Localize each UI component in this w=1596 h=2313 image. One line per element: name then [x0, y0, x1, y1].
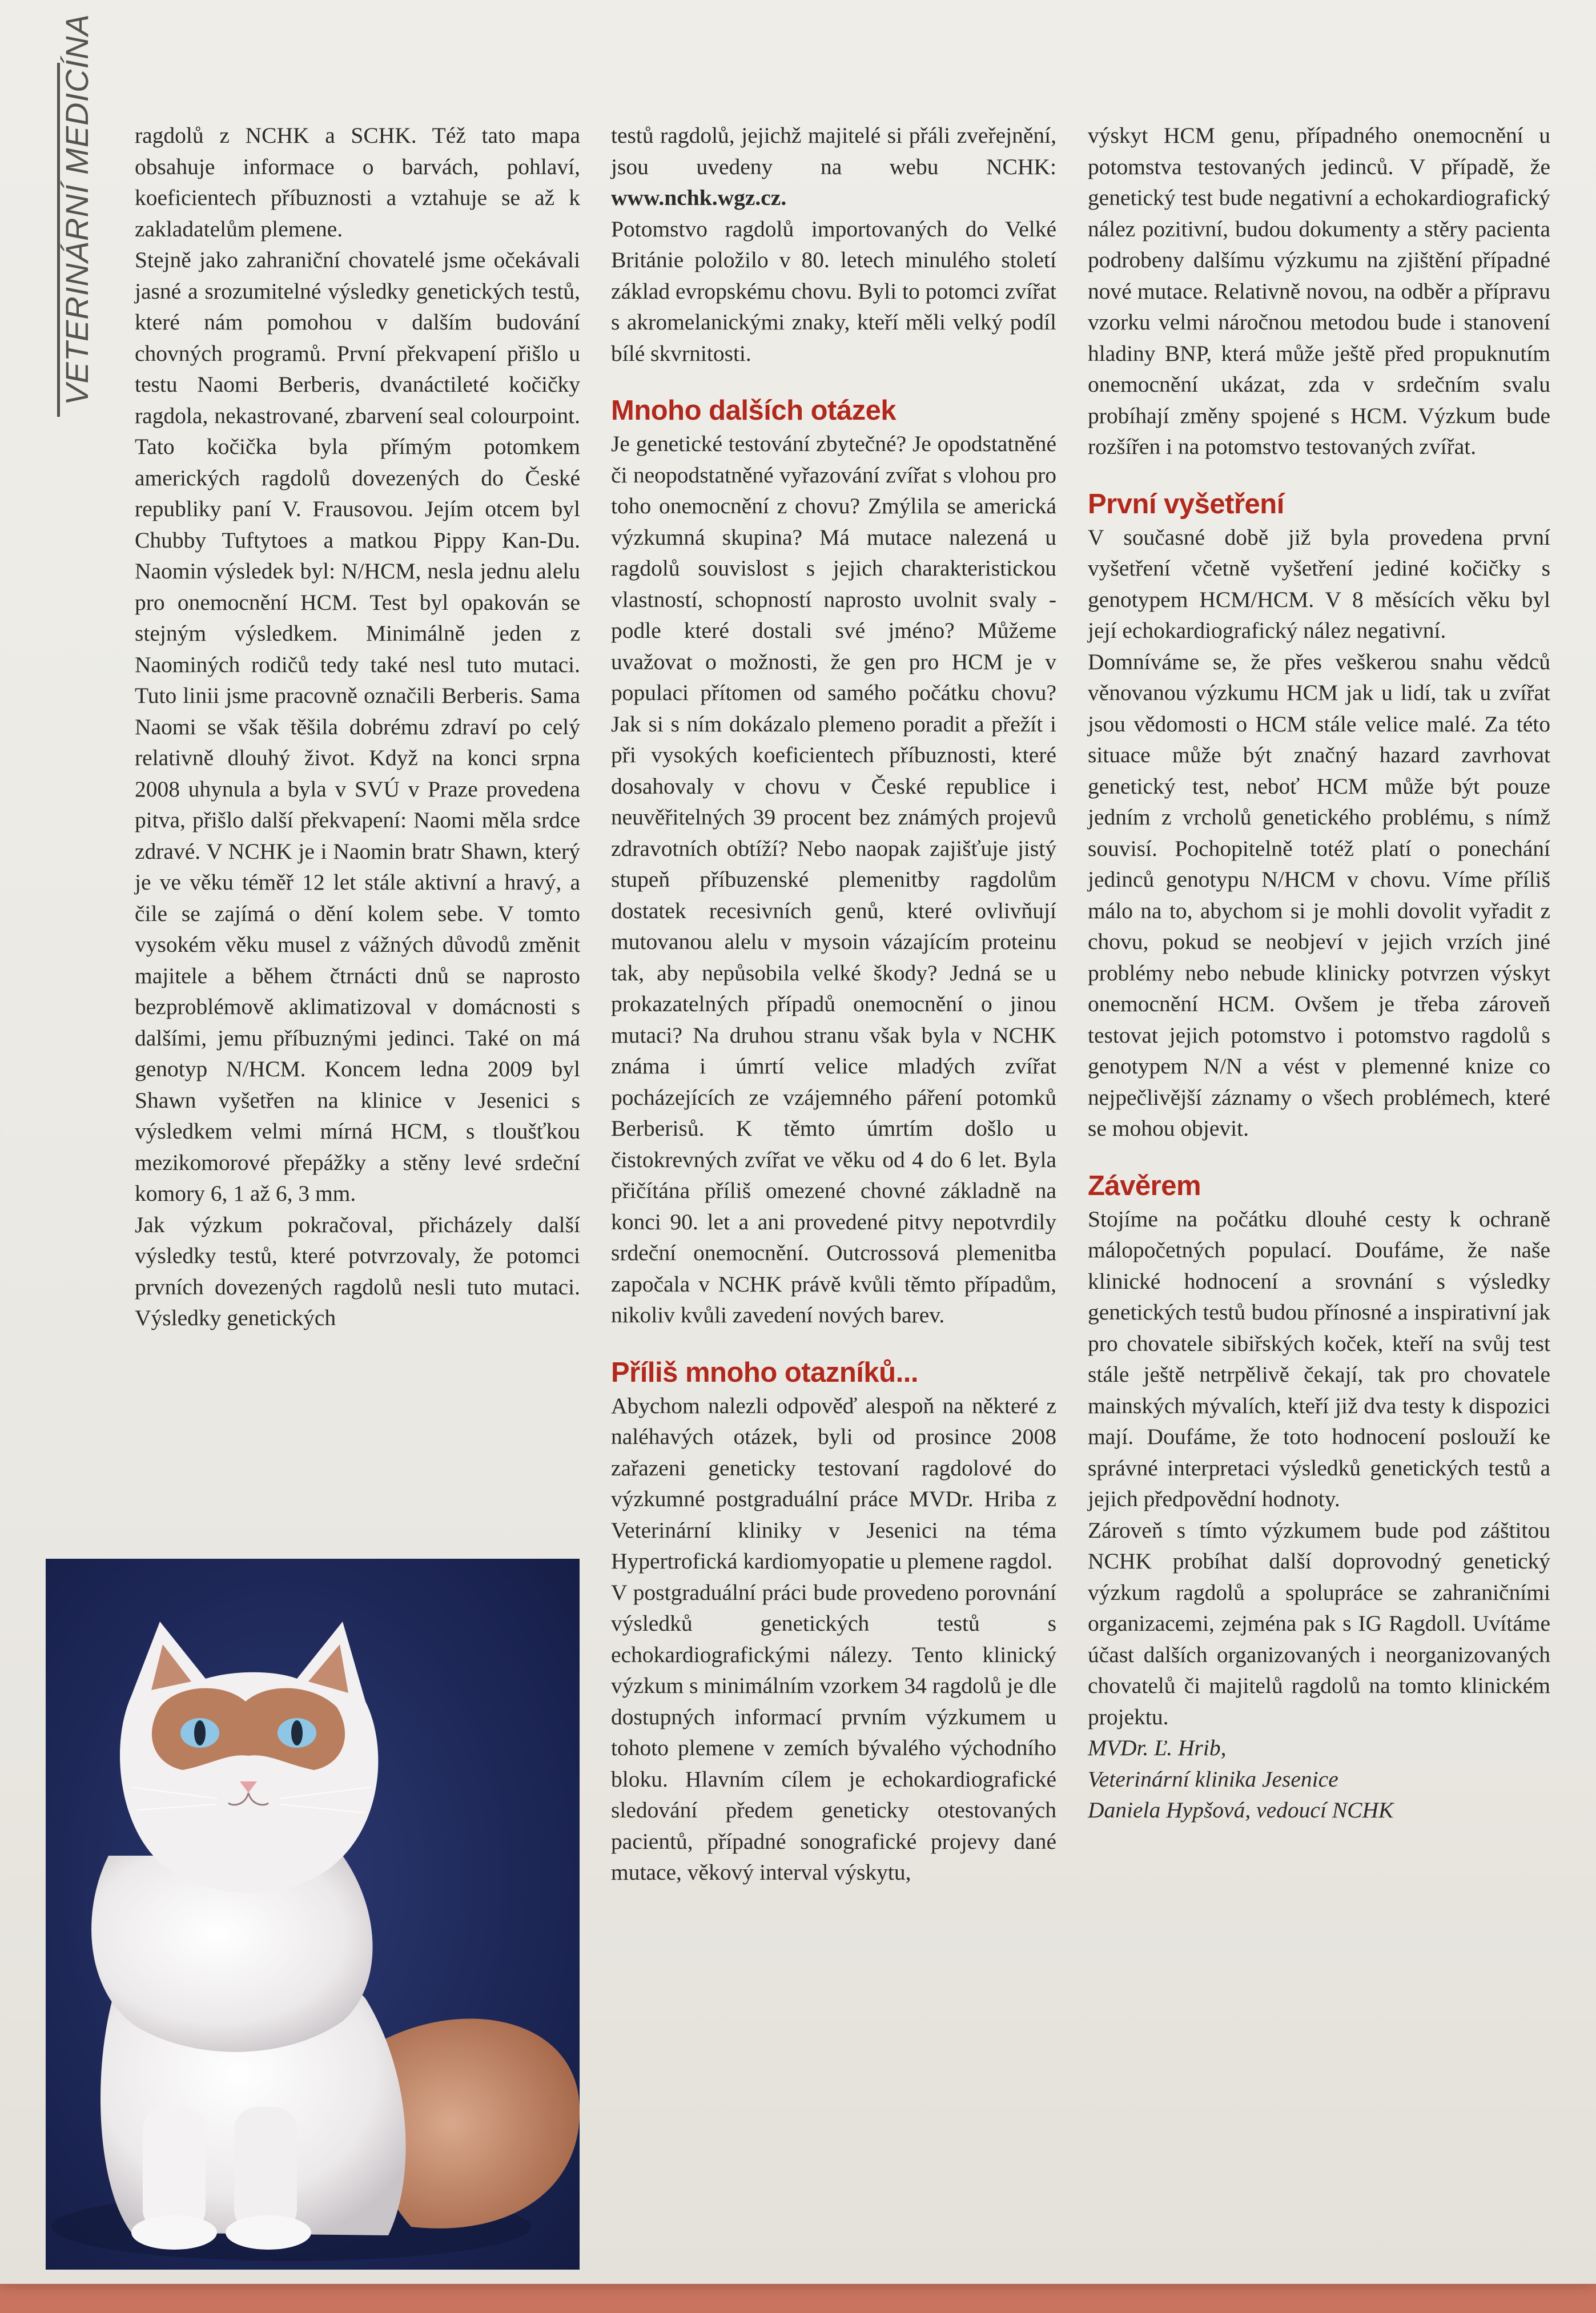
website-link[interactable]: www.nchk.wgz.cz.: [611, 185, 787, 210]
section-label-text: VETERINÁRNÍ MEDICÍNA: [59, 14, 95, 405]
section-heading: Závěrem: [1088, 1170, 1201, 1201]
paragraph: ragdolů z NCHK a SCHK. Též tato mapa obsahuje informace o barvách, pohlaví, koeficientech příbuznosti a vztahuje se až k zakladatelům plemene.: [135, 123, 580, 242]
ragdoll-cat-photo: [46, 1559, 580, 2270]
author-affiliation: Veterinární klinika Jesenice: [1088, 1766, 1338, 1792]
paragraph: V současné době již byla provedena první vyšetření včetně vyšetření jediné kočičky s genotypem HCM/HCM. V 8 měsících věku byl její echokardiografický nález negativní.: [1088, 524, 1550, 643]
cat-illustration: [46, 1559, 580, 2270]
paragraph: výskyt HCM genu, případného onemocnění u potomstva testovaných jedinců. V případě, že genetický test bude negativní a echokardiografický nález pozitivní, budou dokumenty a stěry pacienta podrobeny dalšímu výzkumu na zjištění případné nové mutace. Relativně novou, na odběr a přípravu vzorku velmi náročnou metodou bude i stanovení hladiny BNP, která může ještě před propuknutím onemocnění ukázat, zda v srdečním svalu probíhají změny spojené s HCM. Výzkum bude rozšířen i na potomstvo testovaných zvířat.: [1088, 123, 1550, 459]
paragraph: Stojíme na počátku dlouhé cesty k ochraně málopočetných populací. Doufáme, že naše klinické hodnocení a srovnání s výsledky genetických testů budou přínosné a inspirativní jak pro chovatele sibiřských koček, kteří na svůj test stále ještě netrpělivě čekají, tak pro chovatele mainských mývalích, kteří již dva testy k dispozici mají. Doufáme, že toto hodnocení poslouží ke správné interpretaci výsledků genetických testů a jejich předpovědní hodnoty.: [1088, 1206, 1550, 1511]
paragraph: Domníváme se, že přes veškerou snahu vědců věnovanou výzkumu HCM jak u lidí, tak u zvířat jsou vědomosti o HCM stále velice malé. Za této situace může být značný hazard zavrhovat genetický test, neboť HCM může být pouze jedním z vrcholů genetického problému, s nímž souvisí. Pochopitelně totéž platí o ponechání jedinců genotypu N/HCM v chovu. Víme příliš málo na to, abychom si je mohli dovolit vyřadit z chovu, pokud se neobjeví v jejich vrzích jiné problémy nebo nebude klinicky potvrzen výskyt onemocnění HCM. Ovšem je třeba zároveň testovat jejich potomstvo i potomstvo ragdolů s genotypem N/N a vést v plemenné knize co nejpečlivější záznamy o všech problémech, které se mohou objevit.: [1088, 649, 1550, 1141]
paragraph: Zároveň s tímto výzkumem bude pod záštitou NCHK probíhat další doprovodný genetický výzkum ragdolů a spolupráce se zahraničními organizacemi, zejména pak s IG Ragdoll. Uvítáme účast dalších organizovaných i neorganizovaných chovatelů či majitelů ragdolů na tomto klinickém projektu.: [1088, 1517, 1550, 1729]
section-label: [11, 14, 95, 417]
paragraph: [611, 120, 1056, 214]
paragraph: Stejně jako zahraniční chovatelé jsme očekávali jasné a srozumitelné výsledky genetických testů, které nám pomohou v dalším budování chovných programů. První překvapení přišlo u testu Naomi Berberis, dvanáctileté kočičky ragdola, nekastrované, zbarvení seal colourpoint. Tato kočička byla přímým potomkem amerických ragdolů dovezených do České republiky paní V. Frausovou. Jejím otcem byl Chubby Tuftytoes a matkou Pippy Kan-Du. Naomin výsledek byl: N/HCM, nesla jednu alelu pro onemocnění HCM. Test byl opakován se stejným výsledkem. Minimálně jeden z Naominých rodičů tedy také nesl tuto mutaci. Tuto linii jsme pracovně označili Berberis. Sama Naomi se však těšila dobrému zdraví po celý relativně dlouhý život. Když na konci srpna 2008 uhynula a byla v SVÚ v Praze provedena pitva, přišlo další překvapení: Naomi měla srdce zdravé. V NCHK je i Naomin bratr Shawn, který je ve věku téměř 12 let stále aktivní a hravý, a čile se zajímá o dění kolem sebe. V tomto vysokém věku musel z vážných důvodů změnit majitele a během čtrnácti dnů se naprosto bezproblémově aklimatizoval v domácnosti s dalšími, jemu příbuznými jedinci. Také on má genotyp N/HCM. Koncem ledna 2009 byl Shawn vyšetřen na klinice v Jesenici s výsledkem velmi mírná HCM, s tloušťkou mezikomorové přepážky a stěny levé srdeční komory 6, 1 až 6, 3 mm.: [135, 247, 580, 1206]
co-author-signature: Daniela Hypšová, vedoucí NCHK: [1088, 1797, 1394, 1823]
section-heading: První vyšetření: [1088, 488, 1284, 520]
article-column-2: [611, 120, 1056, 1888]
section-heading: Příliš mnoho otazníků...: [611, 1357, 918, 1388]
paragraph-text: testů ragdolů, jejichž majitelé si přáli zveřejnění, jsou uvedeny na webu NCHK:: [611, 123, 1056, 179]
article-column-1: [135, 120, 580, 1334]
paragraph: Jak výzkum pokračoval, přicházely další výsledky testů, které potvrzovaly, že potomci prvních dovezených ragdolů nesli tuto mutaci. Výsledky genetických: [135, 1212, 580, 1330]
author-signature: MVDr. Ľ. Hrib,: [1088, 1735, 1227, 1760]
section-heading: Mnoho dalších otázek: [611, 395, 897, 426]
paragraph: Je genetické testování zbytečné? Je opodstatněné či neopodstatněné vyřazování zvířat s vlohou pro toho onemocnění z chovu? Zmýlila se americká výzkumná skupina? Má mutace nalezená u ragdolů souvislost s jejich charakteristickou vlastností, schopností naprosto uvolnit svaly - podle které dostali své jméno? Můžeme uvažovat o možnosti, že gen pro HCM je v populaci přítomen od samého počátku chovu? Jak si s ním dokázalo plemeno poradit a přežít i při vysokých koeficientech příbuznosti, které dosahovaly v chovu v České republice i neuvěřitelných 39 procent bez známých projevů zdravotních obtíží? Nebo naopak zajišťuje jistý stupeň příbuzenské plemenitby ragdolům dostatek recesivních genů, které ovlivňují mutovanou alelu v mysoin vázajícím proteinu tak, aby nepůsobila velké škody? Jedná se u prokazatelných případů onemocnění o jinou mutaci? Na druhou stranu však byla v NCHK známa i úmrtí velice mladých zvířat pocházejících ze vzájemného páření potomků Berberisů. K těmto úmrtím došlo u čistokrevných zvířat ve věku od 4 do 6 let. Byla přičítána příliš omezené chovné základně na konci 90. let a ani provedené pitvy nepotvrdily srdeční onemocnění. Outcrossová plemenitba započala v NCHK právě kvůli těmto případům, nikoliv kvůli zavedení nových barev.: [611, 431, 1056, 1328]
paragraph: Potomstvo ragdolů importovaných do Velké Británie položilo v 80. letech minulého století základ evropskému chovu. Byli to potomci zvířat s akromelanickými znaky, kteří měli velký podíl bílé skvrnitosti.: [611, 216, 1056, 366]
paragraph: Abychom nalezli odpověď alespoň na některé z naléhavých otázek, byli od prosince 2008 zařazeni geneticky testovaní ragdolové do výzkumné postgraduální práce MVDr. Hriba z Veterinární kliniky v Jesenici na téma Hypertrofická kardiomyopatie u plemene ragdol.: [611, 1393, 1056, 1574]
article-column-3: [1088, 120, 1550, 1826]
paragraph: V postgraduální práci bude provedeno porovnání výsledků genetických testů s echokardiografickými nálezy. Tento klinický výzkum s minimálním vzorkem 34 ragdolů je dle dostupných informací prvním výzkumem u tohoto plemene v zemích bývalého východního bloku. Hlavním cílem je echokardiografické sledování předem geneticky otestovaných pacientů, případné sonografické projevy dané mutace, věkový interval výskytu,: [611, 1579, 1056, 1885]
